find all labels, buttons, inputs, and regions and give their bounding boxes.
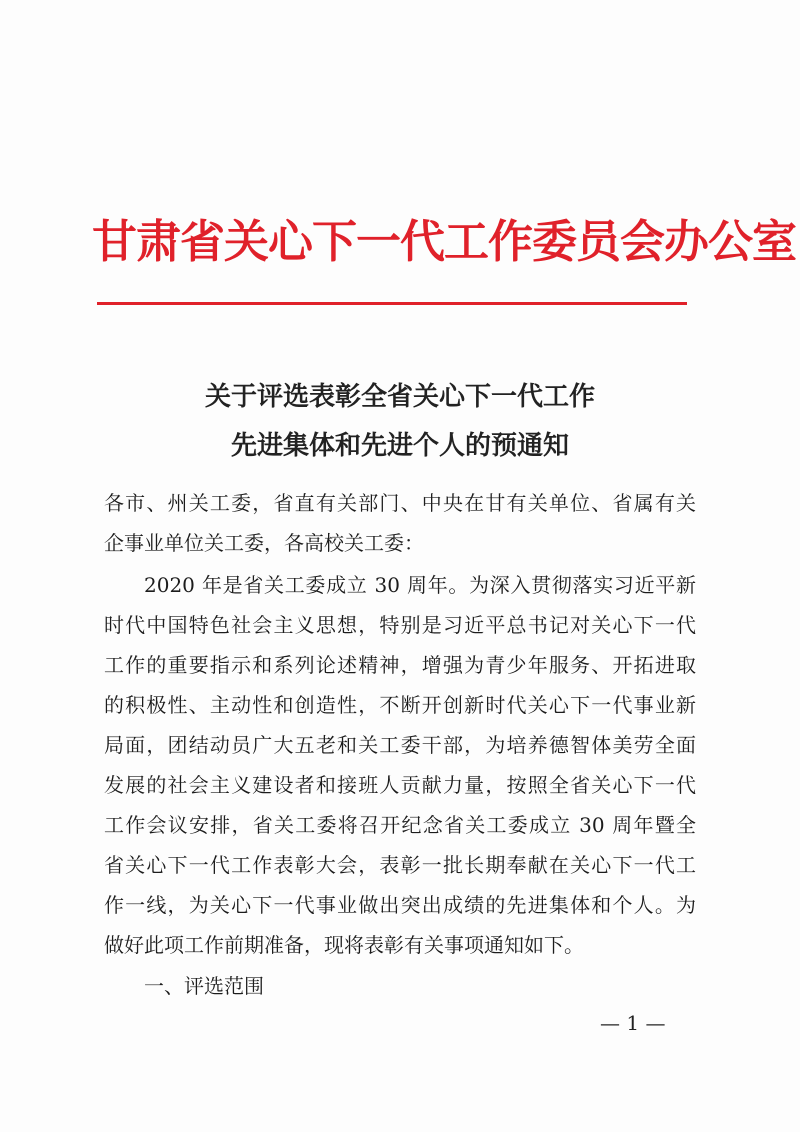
paragraph-line: 做好此项工作前期准备，现将表彰有关事项通知如下。	[104, 933, 584, 957]
issuing-office-header: 甘肃省关心下一代工作委员会办公室	[92, 215, 797, 268]
paragraph-line: 工作的重要指示和系列论述精神，增强为青少年服务、开拓进取	[104, 653, 696, 677]
salutation-line-2: 企事业单位关工委，各高校关工委：	[104, 531, 424, 555]
paragraph-line: 作一线，为关心下一代事业做出突出成绩的先进集体和个人。为	[104, 893, 696, 917]
page-number: — 1 —	[600, 1011, 666, 1035]
paragraph-line: 工作会议安排，省关工委将召开纪念省关工委成立 30 周年暨全	[104, 813, 696, 837]
salutation-line-1: 各市、州关工委，省直有关部门、中央在甘有关单位、省属有关	[104, 491, 696, 515]
paragraph-line: 发展的社会主义建设者和接班人贡献力量，按照全省关心下一代	[104, 773, 696, 797]
section-heading-scope: 一、评选范围	[144, 974, 264, 998]
document-title-line-2: 先进集体和先进个人的预通知	[230, 431, 569, 461]
paragraph-line: 的积极性、主动性和创造性，不断开创新时代关心下一代事业新	[104, 693, 696, 717]
red-header-rule	[97, 302, 687, 305]
paragraph-line: 局面，团结动员广大五老和关工委干部，为培养德智体美劳全面	[104, 733, 696, 757]
document-title-line-1: 关于评选表彰全省关心下一代工作	[204, 382, 595, 412]
paragraph-line: 2020 年是省关工委成立 30 周年。为深入贯彻落实习近平新	[144, 573, 696, 597]
paragraph-line: 省关心下一代工作表彰大会，表彰一批长期奉献在关心下一代工	[104, 853, 696, 877]
paragraph-line: 时代中国特色社会主义思想，特别是习近平总书记对关心下一代	[104, 613, 696, 637]
